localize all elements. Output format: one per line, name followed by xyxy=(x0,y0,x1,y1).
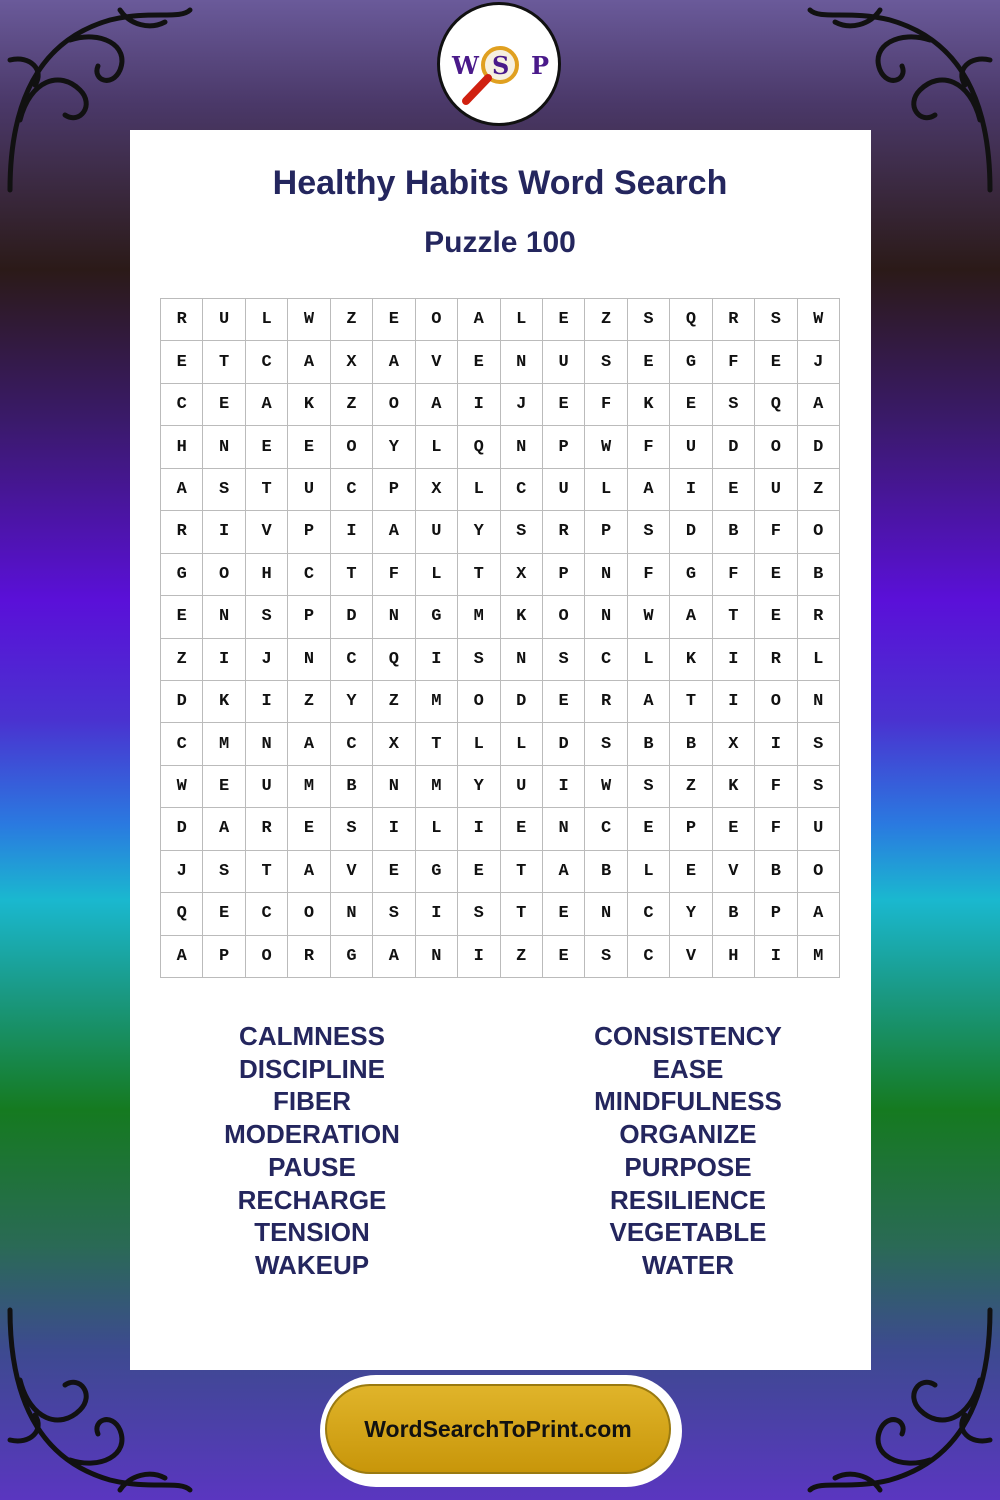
grid-cell[interactable]: Z xyxy=(798,469,840,511)
grid-cell[interactable]: E xyxy=(501,808,543,850)
grid-cell[interactable]: I xyxy=(246,681,288,723)
grid-cell[interactable]: Z xyxy=(670,766,712,808)
grid-cell[interactable]: I xyxy=(670,469,712,511)
grid-cell[interactable]: A xyxy=(543,851,585,893)
grid-cell[interactable]: K xyxy=(628,384,670,426)
grid-cell[interactable]: D xyxy=(798,426,840,468)
grid-cell[interactable]: O xyxy=(331,426,373,468)
grid-cell[interactable]: F xyxy=(585,384,627,426)
grid-cell[interactable]: H xyxy=(713,936,755,978)
grid-cell[interactable]: L xyxy=(628,639,670,681)
grid-cell[interactable]: C xyxy=(585,808,627,850)
grid-cell[interactable]: P xyxy=(203,936,245,978)
grid-cell[interactable]: O xyxy=(458,681,500,723)
grid-cell[interactable]: T xyxy=(246,851,288,893)
grid-cell[interactable]: A xyxy=(628,469,670,511)
grid-cell[interactable]: N xyxy=(585,596,627,638)
grid-cell[interactable]: J xyxy=(161,851,203,893)
grid-cell[interactable]: W xyxy=(798,299,840,341)
grid-cell[interactable]: B xyxy=(755,851,797,893)
logo-letter-p: P xyxy=(531,51,550,80)
grid-cell[interactable]: S xyxy=(458,639,500,681)
grid-cell[interactable]: V xyxy=(670,936,712,978)
grid-cell[interactable]: M xyxy=(798,936,840,978)
grid-cell[interactable]: A xyxy=(288,723,330,765)
grid-cell[interactable]: A xyxy=(288,341,330,383)
grid-cell[interactable]: O xyxy=(246,936,288,978)
grid-cell[interactable]: L xyxy=(501,723,543,765)
grid-cell[interactable]: E xyxy=(246,426,288,468)
grid-cell[interactable]: L xyxy=(628,851,670,893)
grid-cell[interactable]: F xyxy=(628,554,670,596)
grid-cell[interactable]: N xyxy=(585,893,627,935)
grid-cell[interactable]: E xyxy=(670,851,712,893)
grid-cell[interactable]: O xyxy=(203,554,245,596)
grid-cell[interactable]: Q xyxy=(373,639,415,681)
puzzle-number: Puzzle 100 xyxy=(424,226,576,259)
grid-cell[interactable]: T xyxy=(458,554,500,596)
grid-cell[interactable]: F xyxy=(713,554,755,596)
grid-cell[interactable]: S xyxy=(331,808,373,850)
grid-cell[interactable]: A xyxy=(798,384,840,426)
grid-cell[interactable]: R xyxy=(161,511,203,553)
grid-cell[interactable]: Q xyxy=(458,426,500,468)
grid-cell[interactable]: Y xyxy=(458,511,500,553)
grid-cell[interactable]: I xyxy=(755,723,797,765)
grid-cell[interactable]: K xyxy=(501,596,543,638)
grid-cell[interactable]: W xyxy=(585,766,627,808)
grid-cell[interactable]: N xyxy=(288,639,330,681)
grid-cell[interactable]: W xyxy=(288,299,330,341)
grid-cell[interactable]: O xyxy=(798,511,840,553)
grid-cell[interactable]: V xyxy=(713,851,755,893)
word-list-item: MINDFULNESS xyxy=(594,1086,782,1117)
grid-cell[interactable]: I xyxy=(458,936,500,978)
grid-cell[interactable]: D xyxy=(331,596,373,638)
grid-cell[interactable]: Z xyxy=(501,936,543,978)
word-list-item: MODERATION xyxy=(224,1119,400,1150)
grid-cell[interactable]: X xyxy=(373,723,415,765)
grid-cell[interactable]: Y xyxy=(458,766,500,808)
grid-cell[interactable]: I xyxy=(458,808,500,850)
grid-cell[interactable]: C xyxy=(628,936,670,978)
grid-cell[interactable]: J xyxy=(246,639,288,681)
grid-cell[interactable]: Y xyxy=(373,426,415,468)
grid-cell[interactable]: E xyxy=(755,341,797,383)
word-list-item: EASE xyxy=(652,1053,724,1084)
grid-cell[interactable]: X xyxy=(416,469,458,511)
grid-cell[interactable]: B xyxy=(670,723,712,765)
grid-cell[interactable]: C xyxy=(501,469,543,511)
grid-cell[interactable]: N xyxy=(501,341,543,383)
grid-cell[interactable]: L xyxy=(416,426,458,468)
grid-cell[interactable]: M xyxy=(458,596,500,638)
grid-cell[interactable]: M xyxy=(416,681,458,723)
word-list-item: CONSISTENCY xyxy=(594,1021,782,1051)
grid-cell[interactable]: C xyxy=(161,723,203,765)
grid-cell[interactable]: P xyxy=(373,469,415,511)
grid-cell[interactable]: K xyxy=(203,681,245,723)
grid-cell[interactable]: F xyxy=(628,426,670,468)
grid-cell[interactable]: U xyxy=(755,469,797,511)
grid-cell[interactable]: Z xyxy=(331,384,373,426)
word-list-item: ORGANIZE xyxy=(619,1119,757,1150)
grid-cell[interactable]: P xyxy=(755,893,797,935)
grid-cell[interactable]: O xyxy=(755,426,797,468)
grid-cell[interactable]: T xyxy=(501,851,543,893)
grid-cell[interactable]: C xyxy=(246,893,288,935)
grid-cell[interactable]: V xyxy=(246,511,288,553)
grid-cell[interactable]: Q xyxy=(670,299,712,341)
grid-cell[interactable]: T xyxy=(203,341,245,383)
grid-cell[interactable]: U xyxy=(543,341,585,383)
grid-cell[interactable]: E xyxy=(755,554,797,596)
grid-cell[interactable]: D xyxy=(161,681,203,723)
grid-cell[interactable]: R xyxy=(755,639,797,681)
grid-cell[interactable]: S xyxy=(628,299,670,341)
grid-cell[interactable]: K xyxy=(288,384,330,426)
grid-cell[interactable]: R xyxy=(288,936,330,978)
grid-cell[interactable]: D xyxy=(670,511,712,553)
grid-cell[interactable]: D xyxy=(501,681,543,723)
grid-cell[interactable]: T xyxy=(501,893,543,935)
grid-cell[interactable]: O xyxy=(798,851,840,893)
grid-cell[interactable]: S xyxy=(203,851,245,893)
grid-cell[interactable]: H xyxy=(246,554,288,596)
grid-cell[interactable]: N xyxy=(203,596,245,638)
grid-cell[interactable]: I xyxy=(203,639,245,681)
grid-cell[interactable]: I xyxy=(331,511,373,553)
grid-cell[interactable]: F xyxy=(755,808,797,850)
grid-cell[interactable]: I xyxy=(713,681,755,723)
grid-cell[interactable]: G xyxy=(416,596,458,638)
footer-pill xyxy=(320,1375,682,1487)
grid-cell[interactable]: N xyxy=(501,639,543,681)
grid-cell[interactable]: S xyxy=(543,639,585,681)
grid-cell[interactable]: I xyxy=(713,639,755,681)
grid-cell[interactable]: U xyxy=(288,469,330,511)
grid-cell[interactable]: E xyxy=(670,384,712,426)
grid-cell[interactable]: B xyxy=(628,723,670,765)
grid-cell[interactable]: U xyxy=(670,426,712,468)
grid-cell[interactable]: B xyxy=(713,511,755,553)
grid-cell[interactable]: N xyxy=(416,936,458,978)
grid-cell[interactable]: L xyxy=(501,299,543,341)
grid-cell[interactable]: S xyxy=(798,723,840,765)
grid-cell[interactable]: A xyxy=(246,384,288,426)
grid-cell[interactable]: N xyxy=(501,426,543,468)
grid-cell[interactable]: I xyxy=(543,766,585,808)
grid-cell[interactable]: E xyxy=(203,893,245,935)
grid-cell[interactable]: S xyxy=(628,511,670,553)
wsp-logo[interactable] xyxy=(437,2,561,126)
grid-cell[interactable]: C xyxy=(331,723,373,765)
grid-cell[interactable]: T xyxy=(670,681,712,723)
grid-cell[interactable]: Z xyxy=(161,639,203,681)
grid-cell[interactable]: L xyxy=(416,554,458,596)
grid-cell[interactable]: A xyxy=(670,596,712,638)
grid-cell[interactable]: A xyxy=(288,851,330,893)
grid-cell[interactable]: H xyxy=(161,426,203,468)
grid-cell[interactable]: X xyxy=(713,723,755,765)
grid-cell[interactable]: Q xyxy=(755,384,797,426)
grid-cell[interactable]: Z xyxy=(288,681,330,723)
grid-cell[interactable]: A xyxy=(416,384,458,426)
grid-cell[interactable]: M xyxy=(288,766,330,808)
grid-cell[interactable]: E xyxy=(543,936,585,978)
grid-cell[interactable]: E xyxy=(543,893,585,935)
grid-cell[interactable]: L xyxy=(458,723,500,765)
grid-cell[interactable]: G xyxy=(416,851,458,893)
grid-cell[interactable]: N xyxy=(203,426,245,468)
grid-cell[interactable]: E xyxy=(543,681,585,723)
letter-grid xyxy=(160,298,840,978)
grid-cell[interactable]: F xyxy=(713,341,755,383)
grid-cell[interactable]: A xyxy=(161,936,203,978)
word-list-item: RESILIENCE xyxy=(609,1184,767,1215)
grid-cell[interactable]: Y xyxy=(670,893,712,935)
grid-cell[interactable]: Z xyxy=(373,681,415,723)
grid-cell[interactable]: B xyxy=(331,766,373,808)
grid-cell[interactable]: N xyxy=(585,554,627,596)
grid-cell[interactable]: E xyxy=(373,851,415,893)
grid-cell[interactable]: W xyxy=(161,766,203,808)
grid-cell[interactable]: O xyxy=(373,384,415,426)
grid-cell[interactable]: A xyxy=(161,469,203,511)
grid-cell[interactable]: C xyxy=(161,384,203,426)
grid-cell[interactable]: A xyxy=(373,936,415,978)
grid-cell[interactable]: T xyxy=(416,723,458,765)
grid-cell[interactable]: E xyxy=(628,808,670,850)
grid-cell[interactable]: M xyxy=(416,766,458,808)
grid-cell[interactable]: E xyxy=(458,851,500,893)
grid-cell[interactable]: K xyxy=(713,766,755,808)
grid-cell[interactable]: P xyxy=(585,511,627,553)
grid-cell[interactable]: C xyxy=(628,893,670,935)
word-list-item: RECHARGE xyxy=(237,1184,387,1215)
grid-cell[interactable]: F xyxy=(755,766,797,808)
word-list-item: FIBER xyxy=(273,1086,351,1117)
grid-cell[interactable]: L xyxy=(458,469,500,511)
logo-letter-w: W xyxy=(452,51,479,80)
grid-cell[interactable]: G xyxy=(670,341,712,383)
grid-cell[interactable]: U xyxy=(416,511,458,553)
grid-cell[interactable]: K xyxy=(670,639,712,681)
grid-cell[interactable]: P xyxy=(288,511,330,553)
grid-cell[interactable]: C xyxy=(246,341,288,383)
grid-cell[interactable]: A xyxy=(203,808,245,850)
grid-cell[interactable]: F xyxy=(373,554,415,596)
grid-cell[interactable]: Z xyxy=(585,299,627,341)
grid-cell[interactable]: A xyxy=(373,511,415,553)
grid-cell[interactable]: I xyxy=(203,511,245,553)
grid-cell[interactable]: U xyxy=(203,299,245,341)
grid-cell[interactable]: E xyxy=(755,596,797,638)
grid-cell[interactable]: U xyxy=(501,766,543,808)
grid-cell[interactable]: S xyxy=(628,766,670,808)
grid-cell[interactable]: W xyxy=(585,426,627,468)
grid-cell[interactable]: T xyxy=(246,469,288,511)
grid-cell[interactable]: G xyxy=(331,936,373,978)
grid-cell[interactable]: E xyxy=(288,426,330,468)
grid-cell[interactable]: F xyxy=(755,511,797,553)
grid-cell[interactable]: L xyxy=(246,299,288,341)
grid-cell[interactable]: S xyxy=(585,936,627,978)
grid-cell[interactable]: T xyxy=(713,596,755,638)
grid-cell[interactable]: Y xyxy=(331,681,373,723)
grid-cell[interactable]: C xyxy=(331,469,373,511)
grid-cell[interactable]: O xyxy=(755,681,797,723)
grid-cell[interactable]: R xyxy=(543,511,585,553)
grid-cell[interactable]: D xyxy=(713,426,755,468)
grid-cell[interactable]: P xyxy=(543,426,585,468)
grid-cell[interactable]: N xyxy=(373,766,415,808)
word-list-item: DISCIPLINE xyxy=(239,1053,385,1084)
grid-cell[interactable]: N xyxy=(331,893,373,935)
grid-cell[interactable]: N xyxy=(373,596,415,638)
grid-cell[interactable]: S xyxy=(246,596,288,638)
grid-cell[interactable]: E xyxy=(628,341,670,383)
grid-cell[interactable]: I xyxy=(755,936,797,978)
grid-cell[interactable]: C xyxy=(585,639,627,681)
grid-cell[interactable]: N xyxy=(798,681,840,723)
grid-cell[interactable]: I xyxy=(416,639,458,681)
grid-cell[interactable]: M xyxy=(203,723,245,765)
grid-cell[interactable]: E xyxy=(543,384,585,426)
grid-cell[interactable]: X xyxy=(331,341,373,383)
grid-cell[interactable]: C xyxy=(288,554,330,596)
grid-cell[interactable]: J xyxy=(501,384,543,426)
grid-cell[interactable]: J xyxy=(798,341,840,383)
grid-cell[interactable]: A xyxy=(458,299,500,341)
grid-cell[interactable]: E xyxy=(713,469,755,511)
grid-cell[interactable]: L xyxy=(416,808,458,850)
grid-cell[interactable]: D xyxy=(543,723,585,765)
grid-cell[interactable]: S xyxy=(713,384,755,426)
grid-cell[interactable]: U xyxy=(798,808,840,850)
grid-cell[interactable]: B xyxy=(585,851,627,893)
word-list-item: WATER xyxy=(642,1249,734,1280)
grid-cell[interactable]: W xyxy=(628,596,670,638)
grid-cell[interactable]: L xyxy=(798,639,840,681)
grid-cell[interactable]: E xyxy=(161,596,203,638)
grid-cell[interactable]: S xyxy=(798,766,840,808)
grid-cell[interactable]: P xyxy=(670,808,712,850)
grid-cell[interactable]: N xyxy=(543,808,585,850)
grid-cell[interactable]: I xyxy=(458,384,500,426)
grid-cell[interactable]: B xyxy=(798,554,840,596)
word-list-item: CALMNESS xyxy=(239,1021,385,1051)
grid-cell[interactable]: R xyxy=(713,299,755,341)
grid-cell[interactable]: N xyxy=(246,723,288,765)
grid-cell[interactable]: B xyxy=(713,893,755,935)
grid-cell[interactable]: R xyxy=(585,681,627,723)
grid-cell[interactable]: S xyxy=(373,893,415,935)
grid-cell[interactable]: X xyxy=(501,554,543,596)
grid-cell[interactable]: R xyxy=(798,596,840,638)
grid-cell[interactable]: S xyxy=(458,893,500,935)
grid-cell[interactable]: A xyxy=(628,681,670,723)
logo-letter-s: S xyxy=(492,51,510,80)
grid-cell[interactable]: C xyxy=(331,639,373,681)
grid-cell[interactable]: P xyxy=(543,554,585,596)
grid-cell[interactable]: S xyxy=(501,511,543,553)
grid-cell[interactable]: G xyxy=(161,554,203,596)
grid-cell[interactable]: R xyxy=(246,808,288,850)
word-list-item: PURPOSE xyxy=(624,1151,752,1182)
word-list-left xyxy=(132,1020,492,1282)
grid-cell[interactable]: U xyxy=(543,469,585,511)
word-list-item: TENSION xyxy=(254,1217,370,1248)
grid-cell[interactable]: E xyxy=(203,766,245,808)
grid-cell[interactable]: S xyxy=(585,723,627,765)
grid-cell[interactable]: E xyxy=(161,341,203,383)
grid-cell[interactable]: E xyxy=(373,299,415,341)
grid-cell[interactable]: T xyxy=(331,554,373,596)
grid-cell[interactable]: Q xyxy=(161,893,203,935)
grid-cell[interactable]: P xyxy=(288,596,330,638)
grid-cell[interactable]: S xyxy=(755,299,797,341)
word-list-item: VEGETABLE xyxy=(609,1217,767,1248)
grid-cell[interactable]: S xyxy=(585,341,627,383)
grid-cell[interactable]: Z xyxy=(331,299,373,341)
grid-cell[interactable]: L xyxy=(585,469,627,511)
grid-cell[interactable]: I xyxy=(373,808,415,850)
grid-cell[interactable]: I xyxy=(416,893,458,935)
grid-cell[interactable]: V xyxy=(331,851,373,893)
grid-cell[interactable]: A xyxy=(798,893,840,935)
grid-cell[interactable]: A xyxy=(373,341,415,383)
grid-cell[interactable]: V xyxy=(416,341,458,383)
grid-cell[interactable]: E xyxy=(713,808,755,850)
grid-cell[interactable]: E xyxy=(543,299,585,341)
grid-cell[interactable]: E xyxy=(458,341,500,383)
word-list-right xyxy=(508,1020,868,1282)
grid-cell[interactable]: E xyxy=(288,808,330,850)
grid-cell[interactable]: O xyxy=(416,299,458,341)
page-title: Healthy Habits Word Search xyxy=(272,164,728,202)
grid-cell[interactable]: S xyxy=(203,469,245,511)
grid-cell[interactable]: E xyxy=(203,384,245,426)
grid-cell[interactable]: R xyxy=(161,299,203,341)
grid-cell[interactable]: G xyxy=(670,554,712,596)
website-link-button[interactable]: WordSearchToPrint.com xyxy=(325,1384,671,1474)
word-list-item: PAUSE xyxy=(268,1151,356,1182)
grid-cell[interactable]: U xyxy=(246,766,288,808)
word-list-item: WAKEUP xyxy=(254,1249,370,1280)
grid-cell[interactable]: O xyxy=(288,893,330,935)
grid-cell[interactable]: O xyxy=(543,596,585,638)
grid-cell[interactable]: D xyxy=(161,808,203,850)
